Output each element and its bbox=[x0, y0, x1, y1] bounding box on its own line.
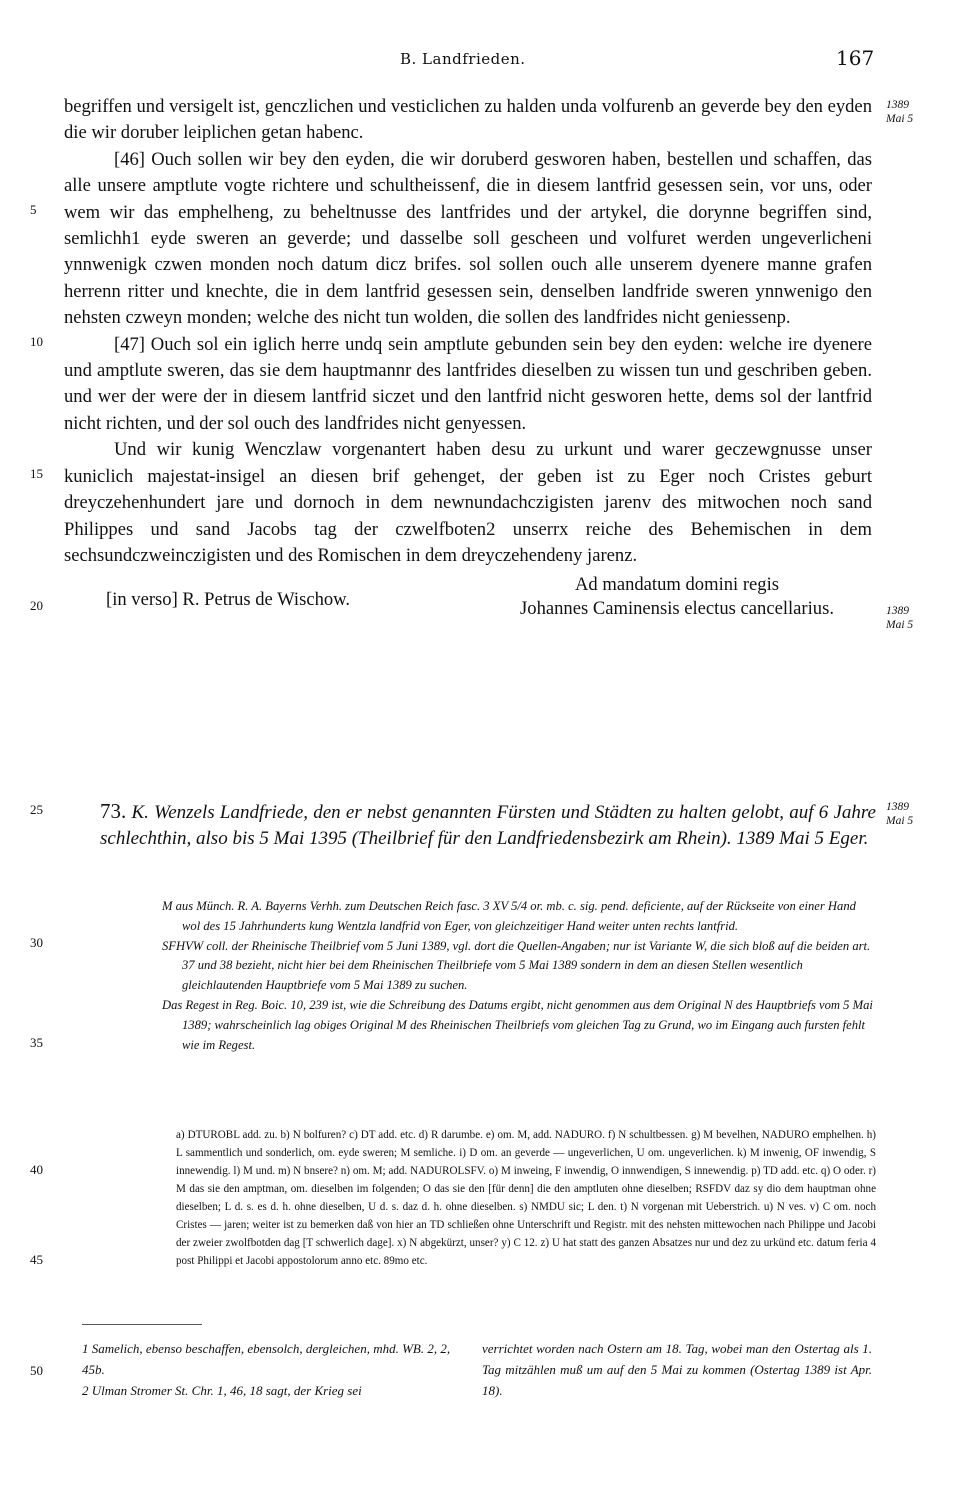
line-number: 10 bbox=[30, 334, 43, 349]
margin-date-day: Mai 5 bbox=[886, 815, 914, 827]
variant-apparatus: a) DTUROBL add. zu. b) N bolfuren? c) DT add. etc. d) R darumbe. e) om. M, add. NADURO. f) N schultbessen. g) M bevelhen, NADURO emphelhen. h) L sammentlich und sonderlich, om. eyde sweren; M semliche. i) D om. an geverde — ungeverlichen, U om. ungeverlichen. k) M inwenig, OF inwendig, S innewendig. l) M und. m) N bnsere? n) om. M; add. NADUROLSFV. o) M inweing, F inwendig, O innwendigen, S innewendig. p) TD add. etc. q) O oder. r) M das sie den amptman, om. dieselben im folgenden; O das sie den [für denn] die den amptluten ohne dieselben; RSFDV daz sy dio dem hauptman ohne dieselben; L d. s. es d. h. ohne dieselben, U d. s. daz d. h. ohne dieselben. s) NMDU sic; L den. t) N vorgenan mit Ueberstrich. u) N ves. v) C om. noch Cristes — jaren; weiter ist zu bemerken daß von hier an TD schließen ohne Unterschrift und Registr. mit des nehsten mittewochen nach Philippe und Jacobi der zweier zwolfbotden dag [T schwerlich dage]. x) N abgekürzt, unser? y) C 12. z) U hat statt des ganzen Absatzes nur und dez zu urkünd etc. datum feria 4 post Philippi et Jacobi appostolorum anno etc. 89mo etc. bbox=[176, 1129, 876, 1267]
signature-block bbox=[64, 573, 872, 631]
line-number: 40 bbox=[30, 1162, 43, 1177]
footnote-rule bbox=[82, 1324, 202, 1325]
margin-date bbox=[886, 800, 946, 828]
line-number: 25 bbox=[30, 802, 43, 817]
source-notes bbox=[162, 897, 874, 1055]
margin-date-year: 1389 bbox=[886, 99, 909, 111]
document-number: 73. bbox=[100, 799, 127, 823]
page-number: 167 bbox=[836, 46, 875, 70]
regest-text: K. Wenzels Landfriede, den er nebst genannten Fürsten und Städten zu halten gelobt, auf 6 Jahre schlechthin, also bis 5 Mai 1395 (Theilbrief für den Landfriedensbezirk am Rhein). 1389 Mai 5 Eger. bbox=[100, 802, 876, 849]
line-number: 50 bbox=[30, 1363, 43, 1378]
regest-heading bbox=[100, 798, 876, 852]
document-body bbox=[64, 94, 872, 631]
line-number: 30 bbox=[30, 935, 43, 950]
paragraph-47: [47] Ouch sol ein iglich herre undq sein amptlute gebunden sein bey den eyden: welche ire dyenere und amptlute sweren, das sie dem hauptmannr des lantfrides dieselben zu wissen tun und geschriben geben. und wer der were der in diesem lantfrid siczet und den lantfrid nicht gesworen hette, dems sol der lantfrid nicht richten, und der sol ouch des landfrides nicht genyessen. bbox=[64, 333, 872, 434]
margin-date bbox=[886, 604, 946, 632]
footnote-column-right: verrichtet worden nach Ostern am 18. Tag, wobei man den Ostertag als 1. Tag mitzählen muß um auf den 5 Mai zu kommen (Ostertag 1389 ist Apr. 18). bbox=[482, 1341, 872, 1398]
margin-date-year: 1389 bbox=[886, 801, 909, 813]
source-note-regest: Das Regest in Reg. Boic. 10, 239 ist, wie die Schreibung des Datums ergibt, nicht genommen aus dem Original N des Hauptbriefs vom 5 Mai 1389; wahrscheinlich lag obiges Original M des Rheinischen Theilbriefs vom gleichen Tag zu Grund, wo im Eingang auch fursten fehlt wie im Regest. bbox=[162, 997, 873, 1052]
paragraph-1: begriffen und versigelt ist, genczlichen und vesticlichen zu halden unda volfurenb an geverde bey den eyden die wir doruber leiplichen getan habenc. bbox=[64, 96, 872, 144]
signature-left: [in verso] R. Petrus de Wischow. bbox=[106, 589, 351, 611]
margin-date-day: Mai 5 bbox=[886, 619, 914, 631]
paragraph-46: [46] Ouch sollen wir bey den eyden, die wir doruberd gesworen haben, bestellen und schaffen, das alle unsere amptlute vogte richtere und schultheissenf, die in diesem lantfrid gesessen sein, vor uns, oder wem wir das emphelheng, zu beheltnusse des lantfrides und der artykel, die dorynne begriffen sind, semlichh1 eyde sweren an geverde; und dasselbe soll gescheen und volfuret werden ungeverlicheni ynnwenigk czwen monden noch datum dicz brifes. sol sollen ouch alle unserem dyenere manne grafen herrenn ritter und knechte, die in dem lantfrid gesessen sein, denselben landfride sweren ynnwenigo den nehsten czweyn monden; welche des nicht tun wolden, die sollen des landfrides nicht geniessenp. bbox=[64, 148, 872, 329]
line-number: 35 bbox=[30, 1035, 43, 1050]
line-number: 15 bbox=[30, 466, 43, 481]
page-header bbox=[0, 46, 960, 74]
signature-chancellor: Johannes Caminensis electus cancellarius. bbox=[520, 598, 834, 620]
footnote-1: 1 Samelich, ebenso beschaffen, ebensolch, dergleichen, mhd. WB. 2, 2, 45b. bbox=[82, 1341, 451, 1377]
running-head: B. Landfrieden. bbox=[400, 50, 526, 68]
source-note-original: M aus Münch. R. A. Bayerns Verhh. zum Deutschen Reich fasc. 3 XV 5/4 or. mb. c. sig. pend. deficiente, auf der Rückseite von einer Hand wol des 15 Jahrhunderts kung Wentzla landfrid von Eger, von gleichzeitiger Hand weiter unten rechts lantfrid. bbox=[162, 899, 856, 933]
footnote-column-left bbox=[82, 1338, 462, 1401]
margin-date-day: Mai 5 bbox=[886, 113, 914, 125]
line-number: 20 bbox=[30, 598, 43, 613]
source-note-collation: SFHVW coll. der Rheinische Theilbrief vom 5 Juni 1389, vgl. dort die Quellen-Angaben; nur ist Variante W, die sich bloß auf die beiden art. 37 und 38 bezieht, nicht hier bei dem Rheinischen Theilbriefe vom 5 Mai 1389 sondern in dem an diesen Stellen wesentlich gleichlautenden Hauptbriefe vom 5 Mai 1389 zu suchen. bbox=[162, 938, 871, 993]
signature-right bbox=[482, 573, 872, 621]
signature-mandate: Ad mandatum domini regis bbox=[575, 574, 779, 596]
paragraph-dating: Und wir kunig Wenczlaw vorgenantert haben desu zu urkunt und warer geczewgnusse unser kuniclich majestat-insigel an diesen brif gehenget, der geben ist zu Eger noch Cristes geburt dreyczehenhundert jare und dornoch in dem newnundachczigisten jarenv des mitwochen noch sand Philippes und sand Jacobs tag der czwelfboten2 unserrx reiche des Behemischen in dem sechsundczweinczigisten und des Romischen in dem dreyczehendeny jarenz. bbox=[64, 439, 872, 566]
margin-date-year: 1389 bbox=[886, 605, 909, 617]
line-number: 5 bbox=[30, 202, 37, 217]
footnote-2: 2 Ulman Stromer St. Chr. 1, 46, 18 sagt, der Krieg sei bbox=[82, 1383, 362, 1398]
margin-date bbox=[886, 98, 946, 126]
line-number: 45 bbox=[30, 1252, 43, 1267]
